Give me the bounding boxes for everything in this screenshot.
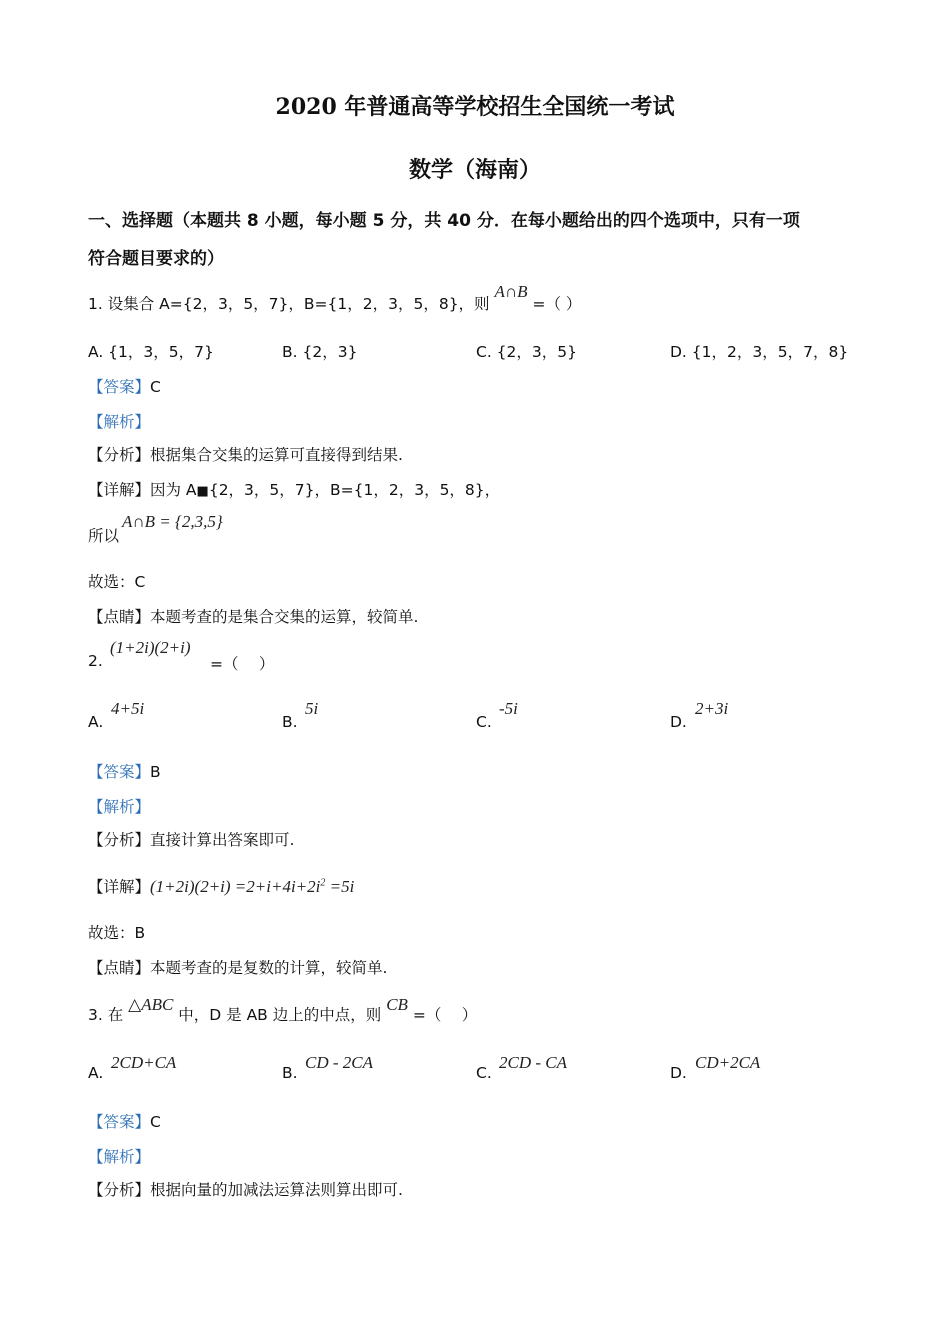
q2-answer bbox=[88, 760, 161, 782]
q1-guxuan: 故选：C bbox=[88, 573, 146, 591]
q3-triangle: △ABC bbox=[128, 995, 174, 1014]
q2-option-c-label: C. bbox=[476, 713, 492, 731]
q3-answer bbox=[88, 1110, 161, 1132]
q1-xiangjie bbox=[88, 478, 500, 500]
answer-value: C bbox=[150, 1113, 161, 1131]
q3-option-d-value: CD+2CA bbox=[695, 1053, 761, 1072]
q2-xiangjie-formula-tail: =5i bbox=[325, 877, 355, 896]
q3-option-c-value: 2CD - CA bbox=[499, 1053, 567, 1072]
q2-xiangjie-formula-main: (1+2i)(2+i) =2+i+4i+2i bbox=[150, 877, 321, 896]
q1-answer bbox=[88, 375, 161, 397]
q1-option-a: A. {1，3，5，7} bbox=[88, 343, 214, 361]
page-title: 2020 年普通高等学校招生全国统一考试 bbox=[275, 94, 675, 120]
q3-fenxi: 【分析】根据向量的加减法运算法则算出即可. bbox=[88, 1181, 403, 1199]
q2-option-d-value: 2+3i bbox=[695, 699, 729, 718]
q2-formula: (1+2i)(2+i) bbox=[110, 638, 191, 657]
q2-option-b-value: 5i bbox=[305, 699, 319, 718]
q2-jiexi: 【解析】 bbox=[88, 798, 151, 816]
q1-result-formula: A∩B = {2,3,5} bbox=[122, 512, 223, 531]
q3-option-b-label: B. bbox=[282, 1064, 298, 1082]
q1-option-b: B. {2，3} bbox=[282, 343, 358, 361]
answer-tag: 【答案】 bbox=[88, 378, 151, 396]
q2-xiangjie bbox=[88, 875, 354, 897]
q3-stem-mid: 中，D 是 AB 边上的中点，则 bbox=[178, 1006, 382, 1024]
q1-formula: A∩B bbox=[494, 282, 528, 301]
q2-number: 2. bbox=[88, 652, 103, 670]
q2-xiangjie-label: 【详解】 bbox=[88, 878, 151, 896]
q1-xiangjie-tail: {2，3，5，7}，B={1，2，3，5，8}， bbox=[208, 481, 501, 499]
q2-tail: =（ ） bbox=[210, 655, 275, 673]
q2-xiangjie-exponent: 2 bbox=[320, 877, 326, 889]
q1-xiangjie-text: 【详解】因为 A bbox=[88, 481, 197, 499]
q2-option-b-label: B. bbox=[282, 713, 298, 731]
answer-value: C bbox=[150, 378, 161, 396]
q3-option-a-label: A. bbox=[88, 1064, 104, 1082]
q1-suoyi-label: 所以 bbox=[88, 527, 120, 545]
q1-fenxi: 【分析】根据集合交集的运算可直接得到结果. bbox=[88, 446, 403, 464]
q2-option-a-label: A. bbox=[88, 713, 104, 731]
q3-option-a-value: 2CD+CA bbox=[111, 1053, 177, 1072]
section-heading-line1: 一、选择题（本题共 8 小题，每小题 5 分，共 40 分．在每小题给出的四个选项中，只有一项 bbox=[88, 211, 800, 231]
answer-tag: 【答案】 bbox=[88, 763, 151, 781]
q2-dianjing: 【点睛】本题考查的是复数的计算，较简单. bbox=[88, 959, 388, 977]
q3-option-b-value: CD - 2CA bbox=[305, 1053, 373, 1072]
q2-option-d-label: D. bbox=[670, 713, 687, 731]
q1-option-c: C. {2，3，5} bbox=[476, 343, 577, 361]
q2-xiangjie-formula bbox=[150, 877, 354, 896]
q3-option-c-label: C. bbox=[476, 1064, 492, 1082]
q3-vector-cb: CB bbox=[386, 995, 408, 1014]
section-heading-line2: 符合题目要求的） bbox=[88, 249, 224, 269]
missing-glyph-box: ■ bbox=[196, 484, 209, 499]
answer-value: B bbox=[150, 763, 161, 781]
q1-stem-text: 1. 设集合 A={2，3，5，7}，B={1，2，3，5，8}，则 bbox=[88, 295, 490, 313]
q2-guxuan: 故选：B bbox=[88, 924, 146, 942]
q1-option-d: D. {1，2，3，5，7，8} bbox=[670, 343, 849, 361]
page-subtitle: 数学（海南） bbox=[408, 157, 541, 183]
q2-option-a-value: 4+5i bbox=[111, 699, 145, 718]
q3-stem-pre: 3. 在 bbox=[88, 1006, 124, 1024]
q1-stem bbox=[88, 282, 582, 314]
q3-option-d-label: D. bbox=[670, 1064, 687, 1082]
q2-option-c-value: -5i bbox=[499, 699, 518, 718]
q1-jiexi: 【解析】 bbox=[88, 413, 151, 431]
answer-tag: 【答案】 bbox=[88, 1113, 151, 1131]
q2-fenxi: 【分析】直接计算出答案即可. bbox=[88, 831, 295, 849]
q3-stem bbox=[88, 995, 478, 1025]
q3-tail: =（ ） bbox=[412, 1006, 478, 1024]
q1-stem-tail: =（ ） bbox=[532, 295, 582, 313]
q1-dianjing: 【点睛】本题考查的是集合交集的运算，较简单. bbox=[88, 608, 419, 626]
q3-jiexi: 【解析】 bbox=[88, 1148, 151, 1166]
